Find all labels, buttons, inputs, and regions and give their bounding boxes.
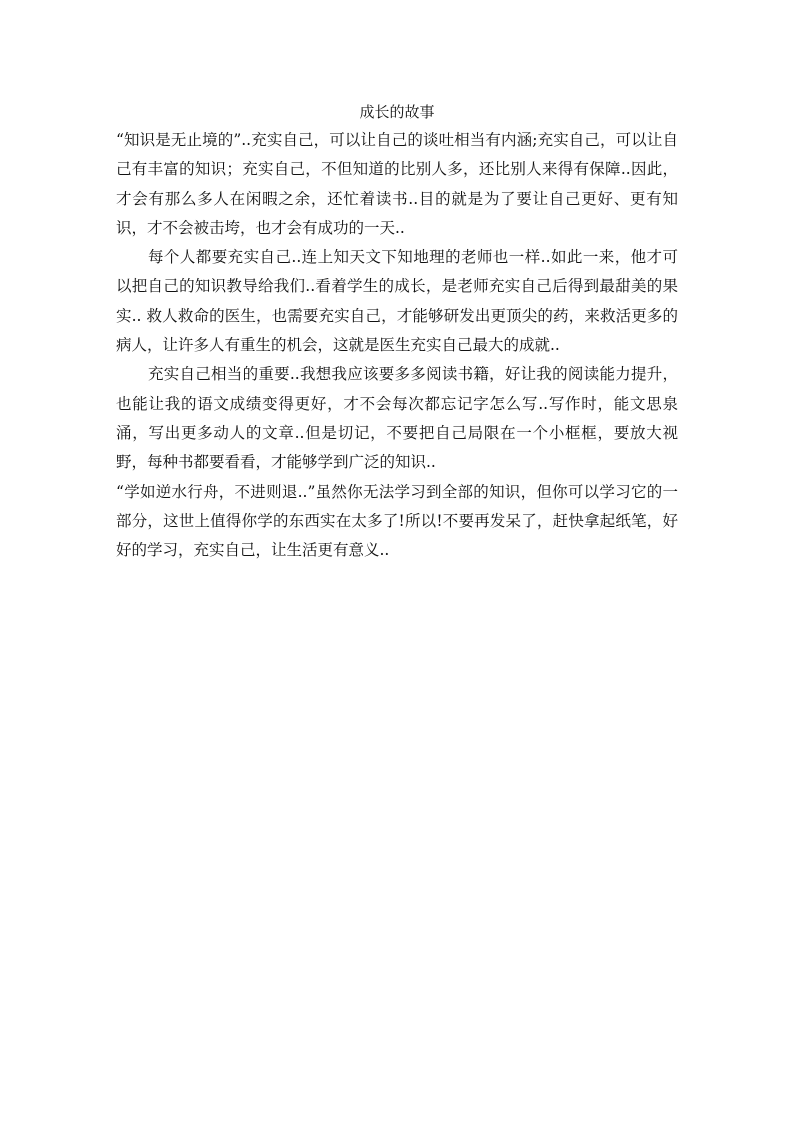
paragraph-4: “学如逆水行舟，不进则退..”虽然你无法学习到全部的知识，但你可以学习它的一部分，这世上值得你学的东西实在太多了!所以!不要再发呆了，赶快拿起纸笔，好好的学习，充实自己，让生活更有意义..: [116, 482, 678, 560]
paragraph-3: 充实自己相当的重要..我想我应该要多多阅读书籍，好让我的阅读能力提升，也能让我的语文成绩变得更好，才不会每次都忘记字怎么写..写作时，能文思泉涌，写出更多动人的文章..但是切记，不要把自己局限在一个小框框，要放大视野，每种书都要看看，才能够学到广泛的知识..: [116, 365, 678, 472]
document-title: 成长的故事: [359, 103, 435, 121]
paragraph-2: 每个人都要充实自己..连上知天文下知地理的老师也一样..如此一来，他才可以把自己的知识教导给我们..看着学生的成长，是老师充实自己后得到最甜美的果实.. 救人救命的医生，也需要充实自己，才能够研发出更顶尖的药，来救活更多的病人，让许多人有重生的机会，这就是医生充实自己最大的成就..: [116, 248, 678, 355]
document-body: [116, 126, 678, 565]
paragraph-1: “知识是无止境的”..充实自己，可以让自己的谈吐相当有内涵;充实自己，可以让自己有丰富的知识；充实自己，不但知道的比别人多，还比别人来得有保障..因此，才会有那么多人在闲暇之余，还忙着读书..目的就是为了要让自己更好、更有知识，才不会被击垮，也才会有成功的一天..: [116, 131, 678, 237]
